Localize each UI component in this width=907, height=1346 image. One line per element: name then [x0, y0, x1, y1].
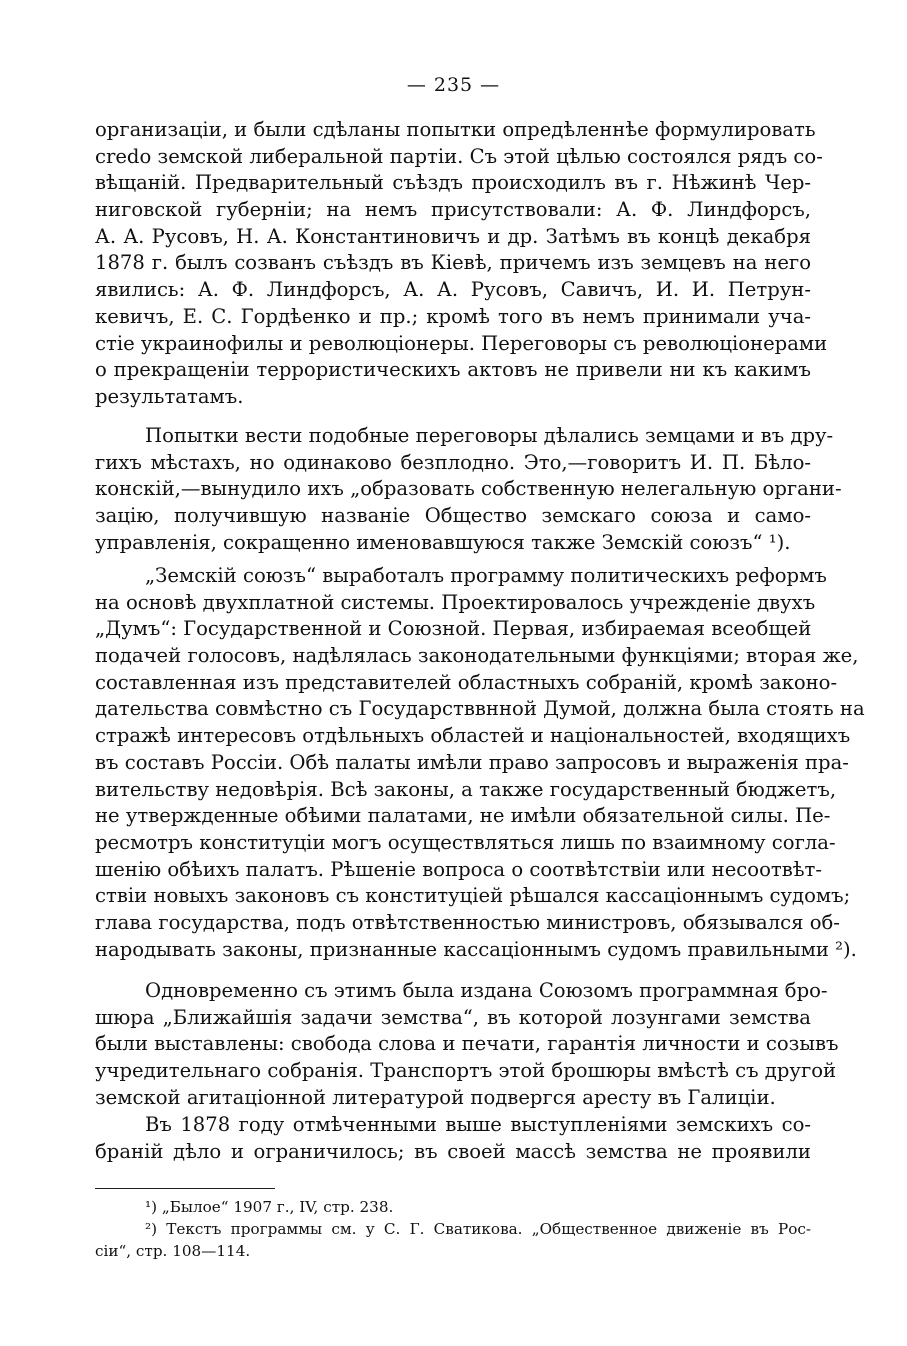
footnote-divider: [95, 1188, 275, 1189]
text-line: результатамъ.: [95, 384, 244, 408]
text-line: явились: А. Ф. Линдфорсъ, А. А. Русовъ, Савичъ, И. И. Петрун-: [95, 278, 811, 302]
text-line: дательства совмѣстно съ Государстввнной Думой, должна была стоять на: [95, 697, 865, 721]
text-line: составленная изъ представителей областныхъ собранiй, кромѣ законо-: [95, 670, 838, 694]
text-line: о прекращенiи террористическихъ актовъ не привели ни къ какимъ: [95, 358, 811, 382]
text-line: стражѣ интересовъ отдѣльныхъ областей и нацiональностей, входящихъ: [95, 724, 851, 748]
paragraph-5: [95, 1112, 811, 1165]
footnote-1: ¹) „Былое“ 1907 г., IV, стр. 238.: [145, 1198, 394, 1216]
text-line: ствiи новыхъ законовъ съ конституцiей рѣшался кассацiоннымъ судомъ;: [95, 884, 851, 908]
text-line: въ составъ Россiи. Обѣ палаты имѣли право запросовъ и выраженiя пра-: [95, 750, 849, 774]
text-line: конскiй,—вынудило ихъ „образовать собственную нелегальную органи-: [95, 477, 842, 501]
text-line: ресмотръ конституцiи могъ осуществляться лишь по взаимному согла-: [95, 830, 836, 854]
text-line: не утвержденные обѣими палатами, не имѣли обязательной силы. Пе-: [95, 804, 831, 828]
paragraph-2: [95, 423, 842, 556]
text-line: шенiю обѣихъ палатъ. Рѣшенiе вопроса о соотвѣтствiи или несоотвѣт-: [95, 857, 823, 881]
page-number: — 235 —: [406, 74, 501, 96]
text-line: вѣщанiй. Предварительный съѣздъ происходилъ въ г. Нѣжинѣ Чер-: [95, 171, 811, 195]
text-line: стiе украинофилы и революцiонеры. Переговоры съ революцiонерами: [95, 331, 828, 355]
text-line: земской агитацiонной литературой подвергся аресту въ Галицiи.: [95, 1085, 776, 1109]
text-line: организацiи, и были сдѣланы попытки опредѣленнѣе формулировать: [95, 118, 816, 141]
text-line: были выставлены: свобода слова и печати, гарантiя личности и созывъ: [95, 1032, 839, 1056]
text-line: глава государства, подъ отвѣтственностью министровъ, обязывался об-: [95, 910, 840, 934]
text-line: гихъ мѣстахъ, но одинаково безплодно. Это,—говоритъ И. П. Бѣло-: [95, 450, 811, 474]
text-line: „Земскiй союзъ“ выработалъ программу политическихъ реформъ: [145, 564, 827, 587]
paragraph-4: [95, 978, 839, 1111]
text-line: зацiю, получившую названiе Общество земскаго союза и само-: [95, 504, 811, 528]
text-line: ниговской губернiи; на немъ присутствовали: А. Ф. Линдфорсъ,: [95, 198, 811, 222]
text-line: 1878 г. былъ созванъ съѣздъ въ Кiевѣ, причемъ изъ земцевъ на него: [95, 251, 811, 275]
text-line: учредительнаго собранiя. Транспортъ этой брошюры вмѣстѣ съ другой: [95, 1059, 837, 1083]
footnotes: [95, 1196, 811, 1262]
text-line: народывать законы, признанные кассацiоннымъ судомъ правильными ²).: [95, 937, 857, 961]
text-line: Въ 1878 году отмѣченными выше выступленiями земскихъ со-: [145, 1113, 811, 1136]
text-line: А. А. Русовъ, Н. А. Константиновичъ и др. Затѣмъ въ концѣ декабря: [95, 224, 811, 248]
text-line: шюра „Ближайшiя задачи земства“, въ которой лозунгами земства: [95, 1005, 811, 1029]
text-line: Одновременно съ этимъ была издана Союзомъ программная бро-: [145, 979, 828, 1002]
text-line: credo земской либеральной партiи. Съ этой цѣлью состоялся рядъ со-: [95, 144, 823, 168]
text-line: на основѣ двухплатной системы. Проектировалось учрежденiе двухъ: [95, 590, 816, 614]
text-line: бранiй дѣло и ограничилось; въ своей массѣ земства не проявили: [95, 1139, 811, 1163]
text-line: „Думъ“: Государственной и Союзной. Первая, избираемая всеобщей: [95, 617, 812, 641]
paragraph-3: [95, 563, 865, 963]
footnote-2-continuation: сiи“, стр. 108—114.: [95, 1242, 251, 1260]
text-line: вительству недовѣрiя. Всѣ законы, а также государственный бюджетъ,: [95, 777, 837, 801]
text-line: подачей голосовъ, надѣлялась законодательными функцiями; вторая же,: [95, 644, 859, 668]
text-line: кевичъ, Е. С. Гордѣенко и пр.; кромѣ того въ немъ принимали уча-: [95, 304, 811, 328]
text-line: Попытки вести подобные переговоры дѣлались земцами и въ дру-: [145, 424, 834, 447]
paragraph-1: [95, 117, 828, 411]
text-line: управленiя, сокращенно именовавшуюся также Земскiй союзъ“ ¹).: [95, 530, 791, 554]
footnote-2: ²) Текстъ программы см. у С. Г. Сватикова. „Общественное движенiе въ Рос-: [145, 1220, 811, 1238]
